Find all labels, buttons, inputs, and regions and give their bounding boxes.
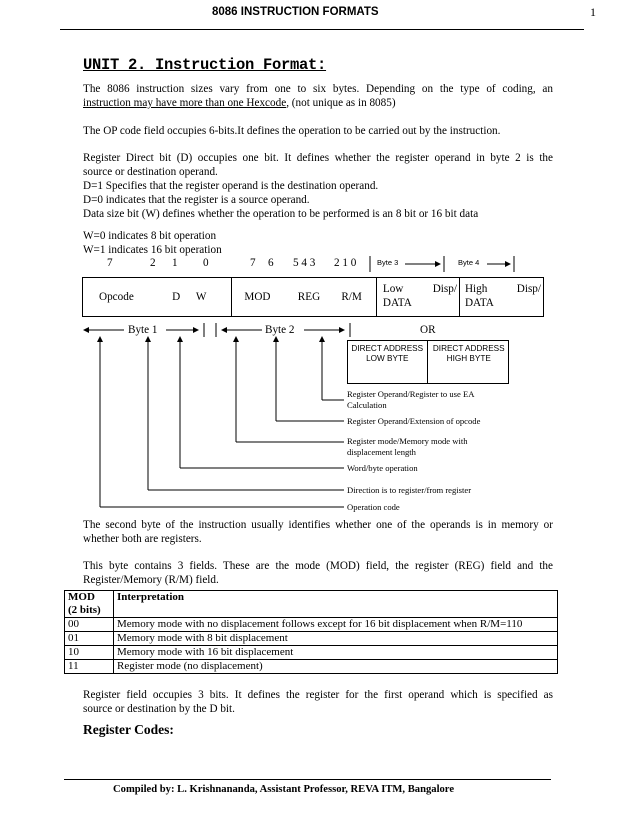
field-w: W xyxy=(195,291,207,303)
byte2-label: Byte 2 xyxy=(265,324,295,336)
label-w: Word/byte operation xyxy=(347,463,418,473)
bits-543: 5 4 3 xyxy=(293,257,316,269)
mod-interpretation: Memory mode with 16 bit displacement xyxy=(114,646,558,660)
label-reg: Register Operand/Extension of opcode xyxy=(347,416,481,426)
para6-line2: Register/Memory (R/M) field. xyxy=(83,574,219,586)
unit-title: UNIT 2. Instruction Format: xyxy=(83,56,327,74)
byte1-label: Byte 1 xyxy=(128,324,158,336)
label-mod-line2: displacement length xyxy=(347,447,416,457)
mod-interpretation: Register mode (no displacement) xyxy=(114,660,558,674)
low-label: Low xyxy=(382,283,404,295)
para1-underlined: instruction may have more than one Hexcode xyxy=(83,97,287,109)
para1-tail: , (not unique as in 8085) xyxy=(286,97,396,109)
direct-address-high: DIRECT ADDRESS HIGH BYTE xyxy=(427,341,509,383)
label-rm-line2: Calculation xyxy=(347,400,387,410)
table-row xyxy=(65,632,558,646)
para3-line3: D=1 Specifies that the register operand is the destination operand. xyxy=(83,180,379,192)
para-register-field xyxy=(83,688,553,716)
mod-table xyxy=(64,590,558,674)
para7-line2: source or destination by the D bit. xyxy=(83,703,235,715)
mod-header: MOD xyxy=(68,591,95,603)
mod-code: 11 xyxy=(65,660,114,674)
field-low-disp xyxy=(376,278,459,316)
para6-line1: This byte contains 3 fields. These are the mode (MOD) field, the register (REG) field and the xyxy=(83,560,553,572)
bit-1: 1 xyxy=(172,257,178,269)
bit-0: 0 xyxy=(203,257,209,269)
low-disp-label: Disp/ xyxy=(432,283,457,295)
label-d: Direction is to register/from register xyxy=(347,485,472,495)
field-d: D xyxy=(172,291,181,303)
field-opcode: Opcode xyxy=(99,291,134,303)
label-rm-line1: Register Operand/Register to use EA xyxy=(347,389,475,399)
interpretation-header: Interpretation xyxy=(114,591,558,618)
label-mod-line1: Register mode/Memory mode with xyxy=(347,436,468,446)
para3-line5: Data size bit (W) defines whether the operation to be performed is an 8 bit or 16 bit data xyxy=(83,208,479,220)
mod-header-cell xyxy=(65,591,114,618)
footer-credit: Compiled by: L. Krishnananda, Assistant Professor, REVA ITM, Bangalore xyxy=(113,784,455,795)
label-opcode: Operation code xyxy=(347,502,400,512)
direct-address-box xyxy=(347,340,509,384)
field-reg: REG xyxy=(297,291,321,303)
or-label: OR xyxy=(420,324,436,336)
page-number: 1 xyxy=(590,5,596,19)
high-data-label: DATA xyxy=(464,297,494,309)
footer-rule xyxy=(64,779,551,780)
direct-address-low: DIRECT ADDRESS LOW BYTE xyxy=(351,344,424,363)
instruction-format-box xyxy=(82,277,544,317)
mod-table-header xyxy=(65,591,558,618)
para3-line4: D=0 indicates that the register is a source operand. xyxy=(83,194,310,206)
bits-210: 2 1 0 xyxy=(334,257,357,269)
para-three-fields xyxy=(83,559,553,587)
byte4-label: Byte 4 xyxy=(458,258,480,267)
para4-line2: W=1 indicates 16 bit operation xyxy=(83,244,222,256)
mod-code: 00 xyxy=(65,618,114,632)
low-data-label: DATA xyxy=(382,297,412,309)
para7-line1: Register field occupies 3 bits. It defines the register for the first operand which is specified as xyxy=(83,689,553,701)
para5-line1: The second byte of the instruction usually identifies whether one of the operands is in memory or xyxy=(83,519,553,531)
byte3-label: Byte 3 xyxy=(377,258,399,267)
bit-7-b: 7 xyxy=(250,257,256,269)
page-header-title: 8086 INSTRUCTION FORMATS xyxy=(212,6,379,18)
mod-header-bits: (2 bits) xyxy=(68,604,101,616)
para3-line1: Register Direct bit (D) occupies one bit. It defines whether the register operand in byte 2 is the xyxy=(83,152,553,164)
bit-2: 2 xyxy=(150,257,156,269)
high-label: High xyxy=(464,283,488,295)
mod-interpretation: Memory mode with 8 bit displacement xyxy=(114,632,558,646)
para3-line2: source or destination operand. xyxy=(83,166,218,178)
field-high-disp xyxy=(459,278,543,316)
mod-code: 01 xyxy=(65,632,114,646)
para-opcode-field: The OP code field occupies 6-bits.It defines the operation to be carried out by the instruction. xyxy=(83,125,501,137)
field-rm: R/M xyxy=(341,291,362,303)
para5-line2: whether both are registers. xyxy=(83,533,202,545)
field-mod: MOD xyxy=(244,291,271,303)
mod-code: 10 xyxy=(65,646,114,660)
register-codes-heading: Register Codes: xyxy=(83,722,174,737)
table-row xyxy=(65,660,558,674)
bit-6: 6 xyxy=(268,257,274,269)
table-row xyxy=(65,646,558,660)
para-second-byte xyxy=(83,518,553,546)
high-disp-label: Disp/ xyxy=(516,283,541,295)
label-rm xyxy=(347,389,474,411)
para1-line1: The 8086 instruction sizes vary from one to six bytes. Depending on the type of coding, an xyxy=(83,83,553,95)
label-mod xyxy=(347,436,468,458)
mod-interpretation: Memory mode with no displacement follows except for 16 bit displacement when R/M=110 xyxy=(114,618,558,632)
table-row xyxy=(65,618,558,632)
bit-7-a: 7 xyxy=(107,257,113,269)
para4-line1: W=0 indicates 8 bit operation xyxy=(83,230,217,242)
